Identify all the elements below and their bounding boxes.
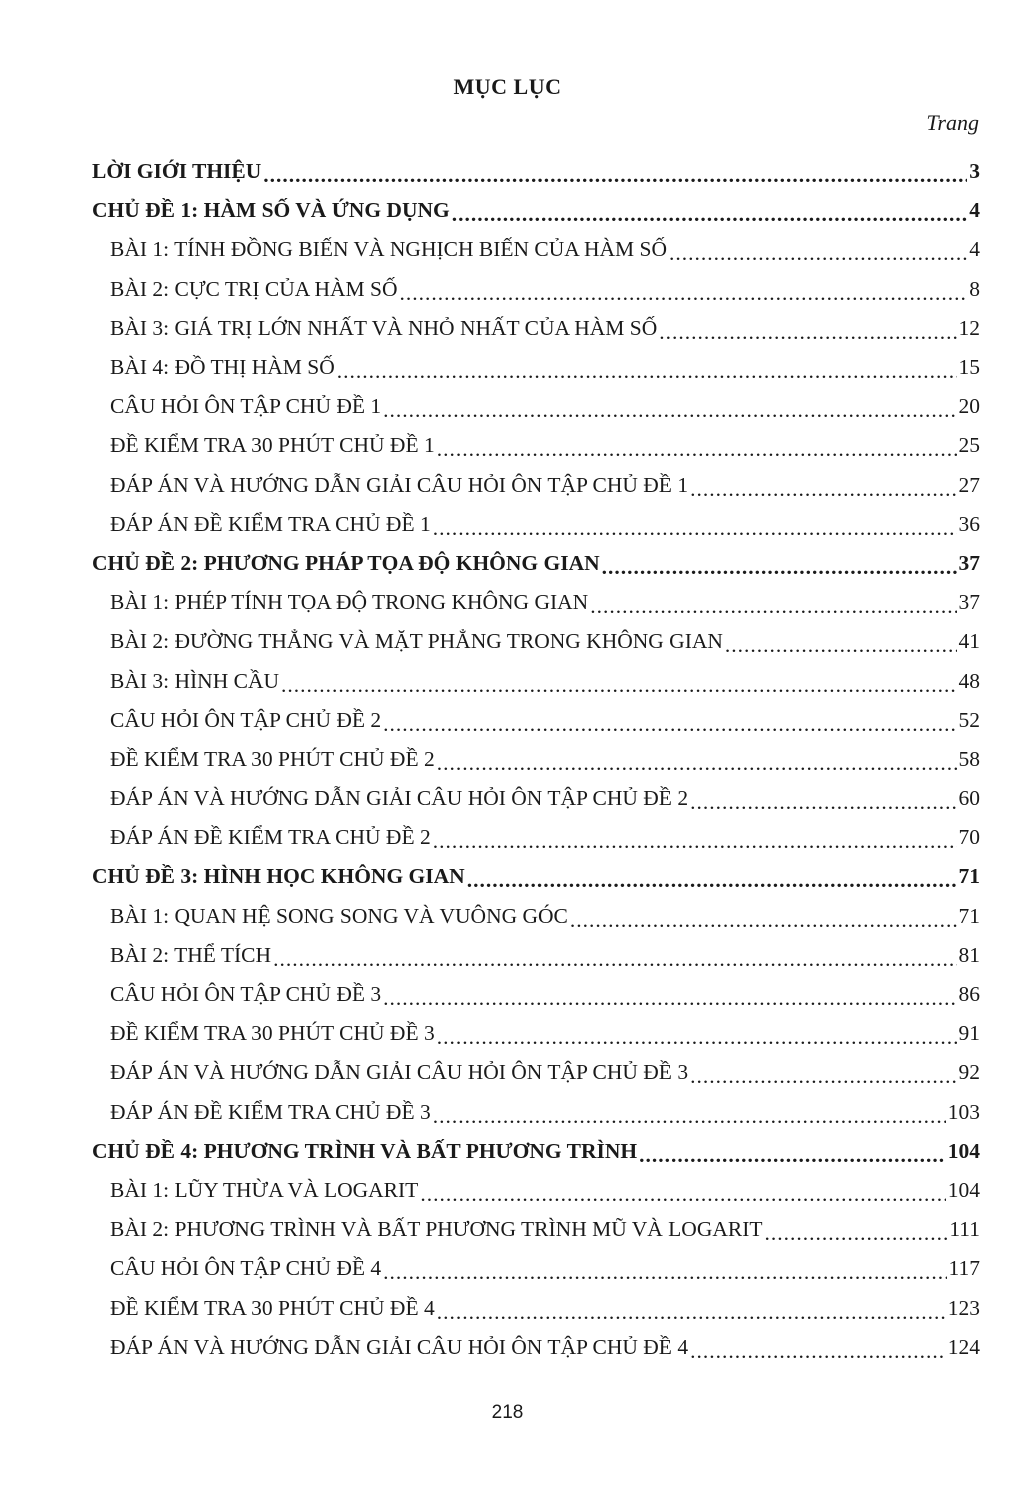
toc-entry-page: 4 xyxy=(969,198,980,223)
toc-entry-label: ĐÁP ÁN ĐỀ KIỂM TRA CHỦ ĐỀ 1 xyxy=(110,511,431,536)
dot-leader xyxy=(690,1339,946,1364)
toc-entry-label: ĐỀ KIỂM TRA 30 PHÚT CHỦ ĐỀ 3 xyxy=(110,1021,435,1046)
toc-entry-page: 41 xyxy=(958,629,980,654)
dot-leader xyxy=(690,477,956,502)
toc-entry-label: CHỦ ĐỀ 4: PHƯƠNG TRÌNH VÀ BẤT PHƯƠNG TRÌNH xyxy=(92,1138,638,1163)
toc-entry-label: CHỦ ĐỀ 1: HÀM SỐ VÀ ỨNG DỤNG xyxy=(92,198,450,223)
dot-leader xyxy=(437,1300,946,1325)
dot-leader xyxy=(690,790,956,815)
dot-leader xyxy=(433,829,957,854)
dot-leader xyxy=(437,437,957,462)
toc-entry-page: 104 xyxy=(947,1177,980,1202)
toc-entry-page: 86 xyxy=(958,982,980,1007)
toc-entry-page: 15 xyxy=(958,355,980,380)
toc-entry-label: CÂU HỎI ÔN TẬP CHỦ ĐỀ 1 xyxy=(110,394,382,419)
dot-leader xyxy=(263,163,967,188)
dot-leader xyxy=(765,1221,948,1246)
toc-entry-page: 124 xyxy=(947,1334,980,1359)
toc-entry-label: CÂU HỎI ÔN TẬP CHỦ ĐỀ 3 xyxy=(110,982,382,1007)
toc-entry-page: 71 xyxy=(958,864,980,889)
toc-lesson-entry xyxy=(92,818,980,857)
toc-entry-label: ĐỀ KIỂM TRA 30 PHÚT CHỦ ĐỀ 1 xyxy=(110,433,435,458)
dot-leader xyxy=(639,1143,946,1168)
toc-lesson-entry xyxy=(92,348,980,387)
toc-chapter-entry xyxy=(92,191,980,230)
toc-entry-label: BÀI 2: ĐƯỜNG THẲNG VÀ MẶT PHẲNG TRONG KHÔNG GIAN xyxy=(110,629,723,654)
dot-leader xyxy=(420,1182,945,1207)
toc-lesson-entry xyxy=(92,309,980,348)
toc-entry-page: 12 xyxy=(958,315,980,340)
toc-entry-page: 4 xyxy=(969,237,980,262)
toc-entry-page: 70 xyxy=(958,825,980,850)
dot-leader xyxy=(725,633,957,658)
toc-lesson-entry xyxy=(92,1210,980,1249)
toc-chapter-entry xyxy=(92,857,980,896)
table-of-contents xyxy=(92,152,980,1367)
toc-entry-label: ĐÁP ÁN VÀ HƯỚNG DẪN GIẢI CÂU HỎI ÔN TẬP CHỦ ĐỀ 2 xyxy=(110,786,689,811)
toc-lesson-entry xyxy=(92,505,980,544)
toc-entry-label: BÀI 2: CỰC TRỊ CỦA HÀM SỐ xyxy=(110,276,398,301)
toc-entry-page: 92 xyxy=(958,1060,980,1085)
dot-leader xyxy=(437,751,957,776)
toc-entry-page: 52 xyxy=(958,707,980,732)
toc-entry-page: 27 xyxy=(958,472,980,497)
toc-entry-label: CÂU HỎI ÔN TẬP CHỦ ĐỀ 4 xyxy=(110,1256,382,1281)
dot-leader xyxy=(602,555,957,580)
toc-entry-page: 48 xyxy=(958,668,980,693)
toc-entry-page: 81 xyxy=(958,942,980,967)
toc-chapter-entry xyxy=(92,152,980,191)
dot-leader xyxy=(399,281,967,306)
toc-lesson-entry xyxy=(92,622,980,661)
toc-entry-label: ĐÁP ÁN VÀ HƯỚNG DẪN GIẢI CÂU HỎI ÔN TẬP CHỦ ĐỀ 1 xyxy=(110,472,689,497)
toc-entry-label: BÀI 2: PHƯƠNG TRÌNH VÀ BẤT PHƯƠNG TRÌNH MŨ VÀ LOGARIT xyxy=(110,1217,763,1242)
page-number: 218 xyxy=(491,1402,524,1423)
toc-entry-label: ĐÁP ÁN ĐỀ KIỂM TRA CHỦ ĐỀ 3 xyxy=(110,1099,431,1124)
toc-entry-page: 123 xyxy=(947,1295,980,1320)
dot-leader xyxy=(590,594,956,619)
toc-entry-label: BÀI 3: HÌNH CẦU xyxy=(110,668,280,693)
dot-leader xyxy=(669,241,967,266)
toc-entry-page: 20 xyxy=(958,394,980,419)
dot-leader xyxy=(659,320,956,345)
toc-entry-page: 117 xyxy=(948,1256,980,1281)
dot-leader xyxy=(433,516,957,541)
toc-entry-label: BÀI 3: GIÁ TRỊ LỚN NHẤT VÀ NHỎ NHẤT CỦA HÀM SỐ xyxy=(110,315,658,340)
dot-leader xyxy=(452,202,968,227)
toc-lesson-entry xyxy=(92,1288,980,1327)
toc-entry-page: 104 xyxy=(947,1138,980,1163)
toc-lesson-entry xyxy=(92,779,980,818)
dot-leader xyxy=(281,673,956,698)
toc-entry-label: ĐÁP ÁN VÀ HƯỚNG DẪN GIẢI CÂU HỎI ÔN TẬP CHỦ ĐỀ 4 xyxy=(110,1334,689,1359)
toc-entry-label: LỜI GIỚI THIỆU xyxy=(92,159,262,184)
toc-entry-page: 37 xyxy=(958,590,980,615)
page-title: MỤC LỤC xyxy=(453,74,562,99)
dot-leader xyxy=(383,398,956,423)
dot-leader xyxy=(383,1260,946,1285)
dot-leader xyxy=(467,868,957,893)
toc-entry-label: ĐỀ KIỂM TRA 30 PHÚT CHỦ ĐỀ 4 xyxy=(110,1295,435,1320)
toc-lesson-entry xyxy=(92,1014,980,1053)
toc-entry-label: ĐÁP ÁN ĐỀ KIỂM TRA CHỦ ĐỀ 2 xyxy=(110,825,431,850)
toc-entry-label: BÀI 1: TÍNH ĐỒNG BIẾN VÀ NGHỊCH BIẾN CỦA HÀM SỐ xyxy=(110,237,668,262)
toc-entry-label: CÂU HỎI ÔN TẬP CHỦ ĐỀ 2 xyxy=(110,707,382,732)
toc-entry-page: 58 xyxy=(958,746,980,771)
toc-entry-label: BÀI 4: ĐỒ THỊ HÀM SỐ xyxy=(110,355,335,380)
dot-leader xyxy=(433,1104,946,1129)
toc-chapter-entry xyxy=(92,1132,980,1171)
toc-entry-label: BÀI 1: QUAN HỆ SONG SONG VÀ VUÔNG GÓC xyxy=(110,903,568,928)
toc-lesson-entry xyxy=(92,466,980,505)
toc-lesson-entry xyxy=(92,897,980,936)
toc-lesson-entry xyxy=(92,1171,980,1210)
toc-entry-label: BÀI 1: PHÉP TÍNH TỌA ĐỘ TRONG KHÔNG GIAN xyxy=(110,590,589,615)
dot-leader xyxy=(570,908,957,933)
toc-entry-page: 3 xyxy=(969,159,980,184)
toc-entry-label: ĐÁP ÁN VÀ HƯỚNG DẪN GIẢI CÂU HỎI ÔN TẬP CHỦ ĐỀ 3 xyxy=(110,1060,689,1085)
toc-lesson-entry xyxy=(92,1249,980,1288)
toc-entry-page: 36 xyxy=(958,511,980,536)
toc-lesson-entry xyxy=(92,661,980,700)
toc-entry-label: BÀI 1: LŨY THỪA VÀ LOGARIT xyxy=(110,1177,419,1202)
toc-entry-label: ĐỀ KIỂM TRA 30 PHÚT CHỦ ĐỀ 2 xyxy=(110,746,435,771)
toc-lesson-entry xyxy=(92,230,980,269)
toc-lesson-entry xyxy=(92,1093,980,1132)
toc-entry-label: BÀI 2: THỂ TÍCH xyxy=(110,942,272,967)
toc-chapter-entry xyxy=(92,544,980,583)
toc-lesson-entry xyxy=(92,1328,980,1367)
dot-leader xyxy=(437,1025,957,1050)
dot-leader xyxy=(690,1064,956,1089)
toc-lesson-entry xyxy=(92,975,980,1014)
toc-lesson-entry xyxy=(92,701,980,740)
toc-entry-label: CHỦ ĐỀ 2: PHƯƠNG PHÁP TỌA ĐỘ KHÔNG GIAN xyxy=(92,550,600,575)
toc-entry-page: 71 xyxy=(958,903,980,928)
toc-entry-page: 103 xyxy=(947,1099,980,1124)
dot-leader xyxy=(337,359,957,384)
toc-entry-page: 25 xyxy=(958,433,980,458)
toc-entry-page: 37 xyxy=(958,550,980,575)
dot-leader xyxy=(383,712,956,737)
toc-lesson-entry xyxy=(92,740,980,779)
toc-lesson-entry xyxy=(92,1053,980,1092)
toc-entry-page: 111 xyxy=(949,1217,980,1242)
toc-lesson-entry xyxy=(92,387,980,426)
dot-leader xyxy=(273,947,956,972)
toc-entry-page: 91 xyxy=(958,1021,980,1046)
toc-lesson-entry xyxy=(92,426,980,465)
toc-entry-page: 60 xyxy=(958,786,980,811)
toc-entry-label: CHỦ ĐỀ 3: HÌNH HỌC KHÔNG GIAN xyxy=(92,864,465,889)
page-column-label: Trang xyxy=(926,110,979,135)
dot-leader xyxy=(383,986,956,1011)
toc-lesson-entry xyxy=(92,936,980,975)
toc-lesson-entry xyxy=(92,270,980,309)
toc-entry-page: 8 xyxy=(969,276,980,301)
toc-lesson-entry xyxy=(92,583,980,622)
